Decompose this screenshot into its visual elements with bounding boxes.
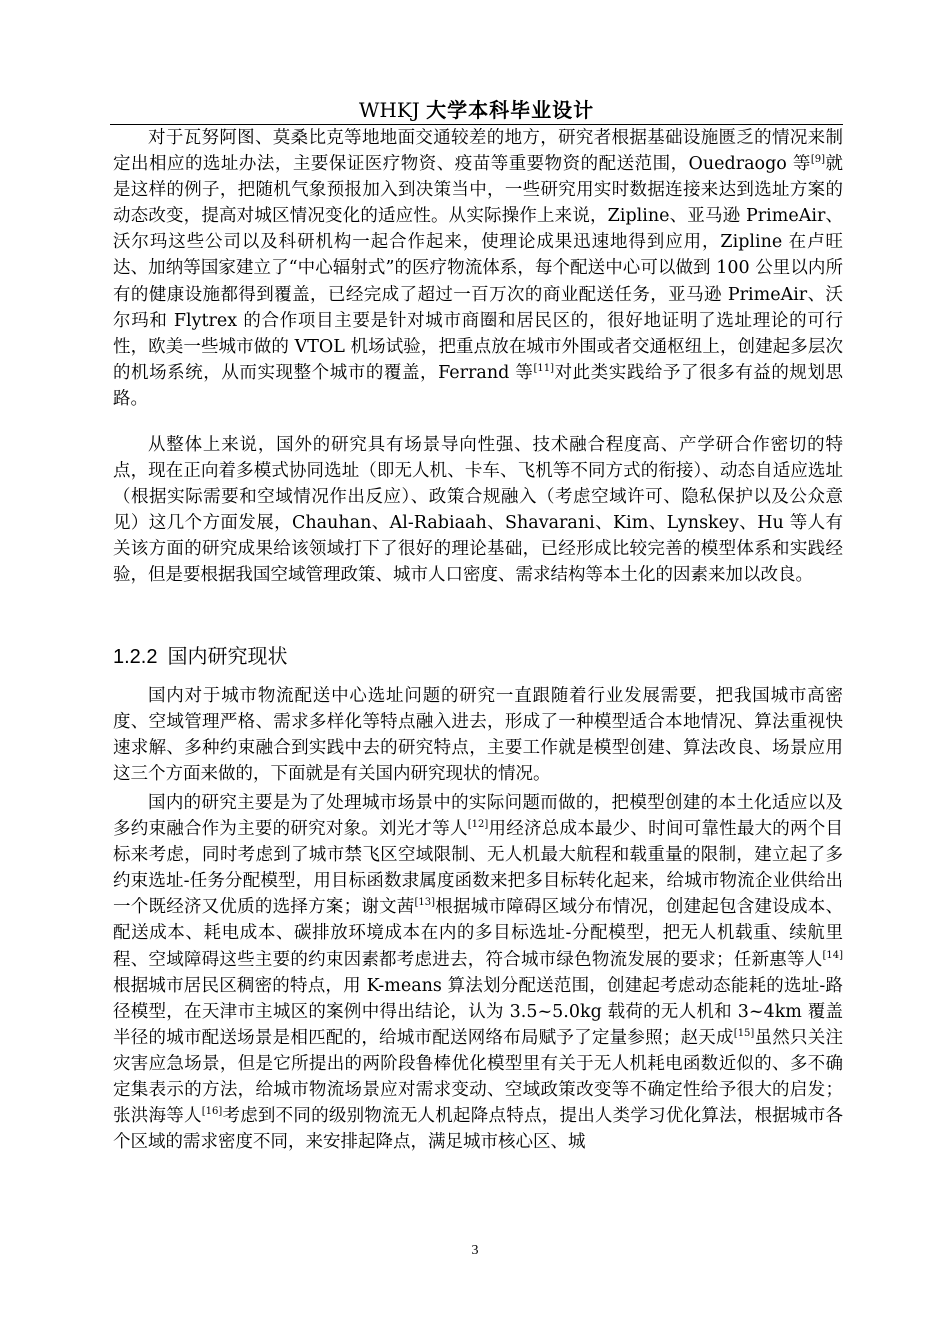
- paragraph-text: 从整体上来说，国外的研究具有场景导向性强、技术融合程度高、产学研合作密切的特点，现在正向着多模式协同选址（即无人机、卡车、飞机等不同方式的衔接）、动态自适应选址（根据实际需要和空域情况作出反应）、政策合规融入（考虑空域许可、隐私保护以及公众意见）这几个方面发展，Chauhan、Al-Rabiaah、Shavarani、Kim、Lynskey、Hu 等人有关该方面的研究成果给该领域打下了很好的理论基础，已经形成比较完善的模型体系和实践经验，但是要根据我国空域管理政策、城市人口密度、需求结构等本土化的因素来加以改良。: [113, 435, 843, 586]
- paragraph-3: [113, 683, 843, 787]
- paragraph-1: [113, 125, 843, 412]
- citation: [15]: [733, 1027, 755, 1039]
- paragraph-text: 用经济总成本最少、时间可靠性最大的两个目标来考虑，同时考虑到了城市禁飞区空域限制、无人机最大航程和载重量的限制，建立起了多约束选址-任务分配模型，用目标函数隶属度函数来把多目标转化起来，给城市物流企业供给出一个既经济又优质的选择方案；谢文茜: [113, 819, 843, 918]
- citation: [9]: [810, 154, 826, 166]
- paragraph-text: 根据城市障碍区域分布情况，创建起包含建设成本、配送成本、耗电成本、碳排放环境成本在内的多目标选址-分配模型，把无人机载重、续航里程、空域障碍这些主要的约束因素都考虑进去，符合城市绿色物流发展的要求；任新惠等人: [113, 897, 844, 970]
- section-heading: [113, 641, 287, 672]
- paragraph-text: 就是这样的例子，把随机气象预报加入到决策当中，一些研究用实时数据连接来达到选址方案的动态改变，提高对城区情况变化的适应性。从实际操作上来说，Zipline、亚马逊 PrimeAir、沃尔玛这些公司以及科研机构一起合作起来，使理论成果迅速地得到应用，Zipline 在卢旺达、加纳等国家建立了“中心辐射式”的医疗物流体系，每个配送中心可以做到 100 公里以内所有的健康设施都得到覆盖，已经完成了超过一百万次的商业配送任务，亚马逊 PrimeAir、沃尔玛和 Flytrex 的合作项目主要是针对城市商圈和居民区的，很好地证明了选址理论的可行性，欧美一些城市做的 VTOL 机场试验，把重点放在城市外围或者交通枢纽上，创建起多层次的机场系统，从而实现整个城市的覆盖，Ferrand 等: [113, 154, 844, 383]
- citation: [16]: [201, 1106, 223, 1118]
- citation: [13]: [414, 897, 436, 909]
- paragraph-text: 虽然只关注灾害应急场景，但是它所提出的两阶段鲁棒优化模型里有关于无人机耗电函数近似的、多不确定集表示的方法，给城市物流场景应对需求变动、空域政策改变等不确定性给予很大的启发；张洪海等人: [113, 1027, 844, 1127]
- paragraph-text: 对此类实践给予了很多有益的规划思路。: [113, 362, 844, 409]
- paragraph-text: 考虑到不同的级别物流无人机起降点特点，提出人类学习优化算法，根据城市各个区域的需求密度不同，来安排起降点，满足城市核心区、城: [113, 1106, 844, 1153]
- page-number: 3: [471, 1243, 479, 1258]
- paragraph-text: 国内的研究主要是为了处理城市场景中的实际问题而做的，把模型创建的本土化适应以及多约束融合作为主要的研究对象。刘光才等人: [113, 793, 843, 840]
- paragraph-2: [113, 432, 843, 589]
- citation: [11]: [533, 362, 555, 374]
- header-title: 大学本科毕业设计: [426, 98, 595, 122]
- paragraph-text: 国内对于城市物流配送中心选址问题的研究一直跟随着行业发展需要，把我国城市高密度、空域管理严格、需求多样化等特点融入进去，形成了一种模型适合本地情况、算法重视快速求解、多种约束融合到实践中去的研究特点，主要工作就是模型创建、算法改良、场景应用这三个方面来做的，下面就是有关国内研究现状的情况。: [113, 686, 843, 785]
- paragraph-text: 对于瓦努阿图、莫桑比克等地地面交通较差的地方，研究者根据基础设施匮乏的情况来制定出相应的选址办法，主要保证医疗物资、疫苗等重要物资的配送范围，Ouedraogo 等: [113, 128, 843, 175]
- page-header: [110, 96, 843, 124]
- paragraph-4: [113, 790, 843, 1155]
- paragraph-text: 根据城市居民区稠密的特点，用 K-means 算法划分配送范围，创建起考虑动态能耗的选址-路径模型，在天津市主城区的案例中得出结论，认为 3.5~5.0kg 载荷的无人机和 3~4km 覆盖半径的城市配送场景是相匹配的，给城市配送网络布局赋予了定量参照；赵天成: [113, 975, 843, 1048]
- citation: [14]: [822, 949, 843, 961]
- citation: [12]: [467, 819, 489, 831]
- header-prefix: WHKJ: [358, 98, 420, 122]
- section-number: 1.2.2: [113, 646, 158, 668]
- section-title: 国内研究现状: [167, 644, 288, 668]
